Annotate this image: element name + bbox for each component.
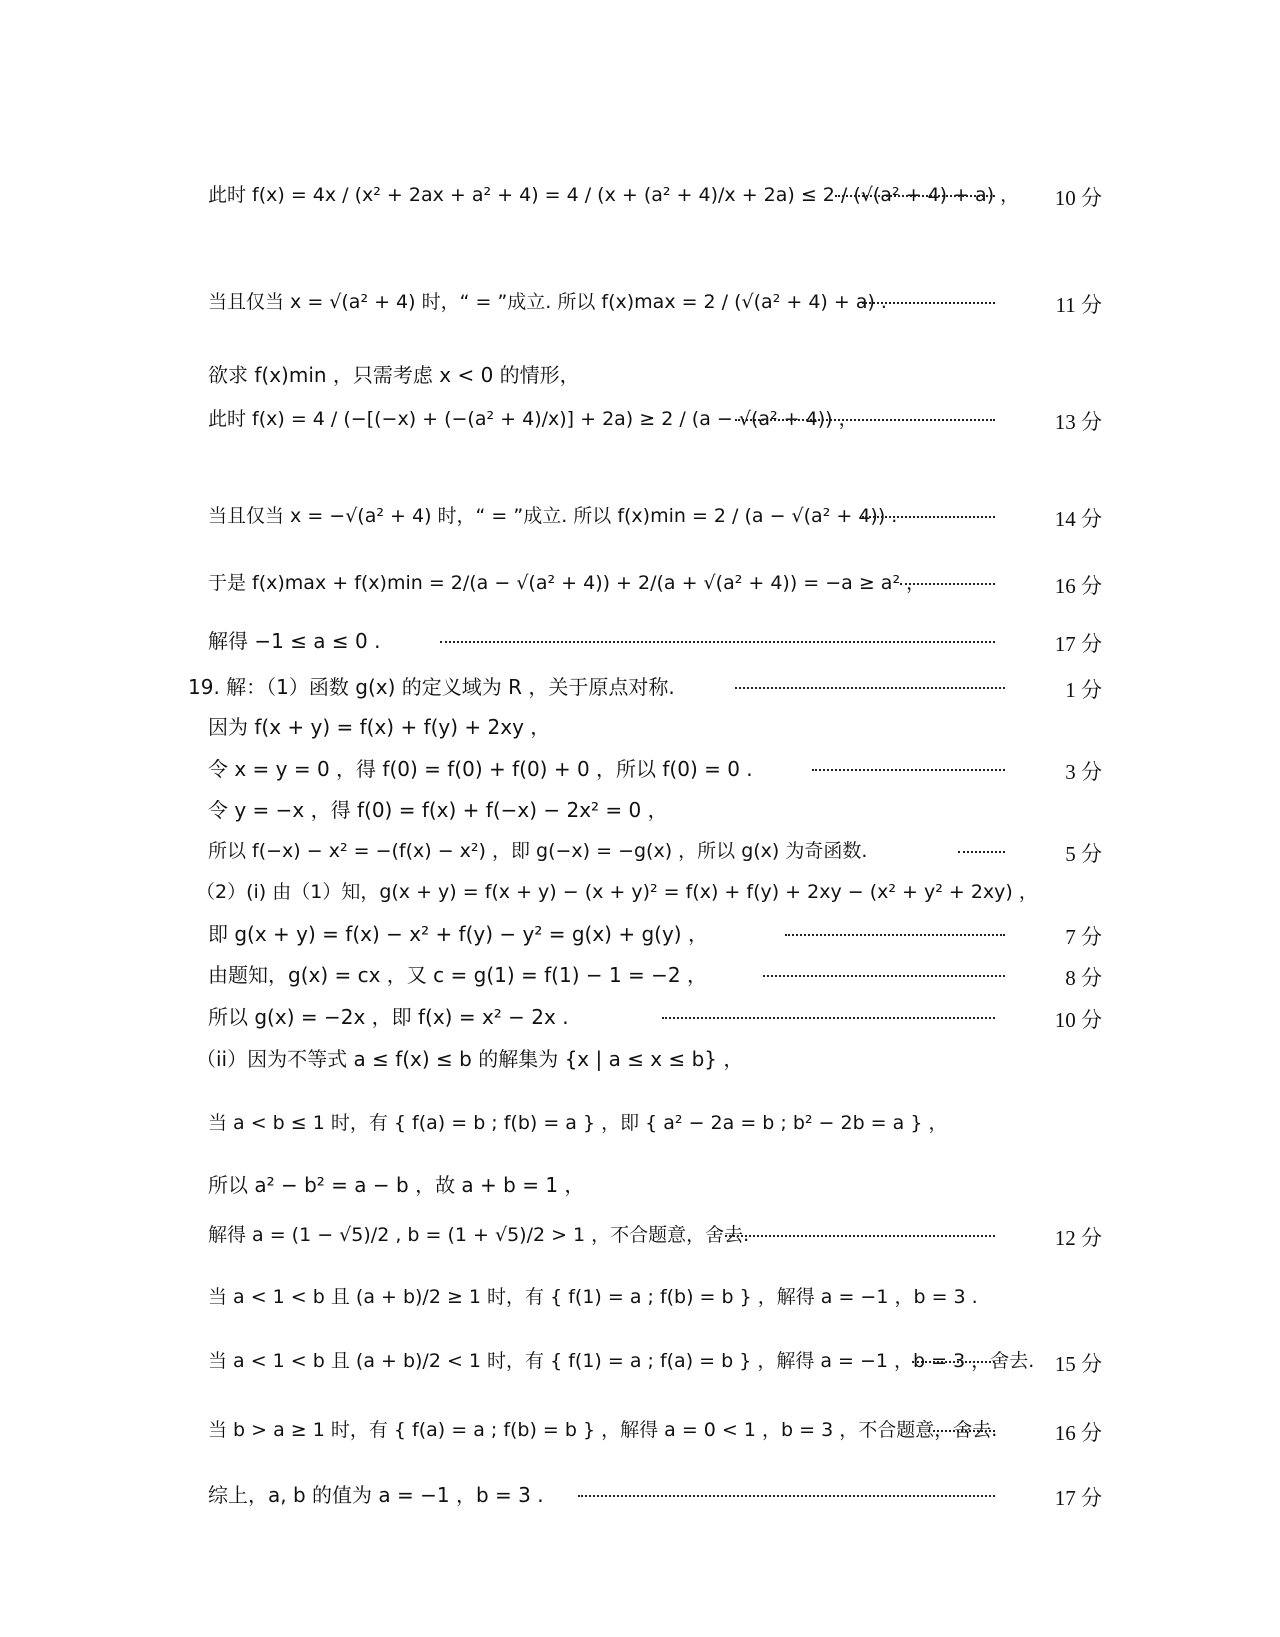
line-text: （ii）因为不等式 a ≤ f(x) ≤ b 的解集为 {x | a ≤ x ≤ b} ， bbox=[196, 1047, 744, 1071]
solution-line-24 bbox=[0, 1468, 1280, 1528]
solution-line-6 bbox=[0, 555, 1280, 615]
leader-dots bbox=[912, 1361, 995, 1363]
solution-line-22 bbox=[0, 1326, 1280, 1390]
solution-line-23 bbox=[0, 1395, 1280, 1459]
line-text: 由题知，g(x) = cx ，又 c = g(1) = f(1) − 1 = −2 ， bbox=[208, 963, 708, 987]
line-text: 即 g(x + y) = f(x) − x² + f(y) − y² = g(x) + g(y) ， bbox=[208, 922, 708, 946]
solution-line-1 bbox=[0, 165, 1280, 225]
score-label: 10 分 bbox=[1054, 186, 1102, 210]
solution-line-18 bbox=[0, 1088, 1280, 1158]
score-label: 15 分 bbox=[1054, 1352, 1102, 1376]
line-text: 当 a < 1 < b 且 (a + b)/2 < 1 时，有 { f(1) = a ; f(a) = b } ，解得 a = −1 ，b = 3 ，舍去. bbox=[208, 1350, 1035, 1372]
score-label: 17 分 bbox=[1054, 632, 1102, 656]
score-label: 14 分 bbox=[1054, 507, 1102, 531]
score-label: 11 分 bbox=[1055, 293, 1102, 317]
score-label: 16 分 bbox=[1054, 574, 1102, 598]
score-label: 13 分 bbox=[1054, 410, 1102, 434]
line-text: 解得 a = (1 − √5)/2 , b = (1 + √5)/2 > 1 ，不合题意，舍去. bbox=[208, 1224, 750, 1246]
line-text: 当且仅当 x = −√(a² + 4) 时，“ = ”成立. 所以 f(x)min = 2 / (a − √(a² + 4)) . bbox=[208, 505, 898, 527]
score-label: 8 分 bbox=[1065, 966, 1102, 990]
score-label: 16 分 bbox=[1054, 1421, 1102, 1445]
solution-line-20 bbox=[0, 1200, 1280, 1270]
line-text: 当 a < b ≤ 1 时，有 { f(a) = b ; f(b) = a } ，即 { a² − 2a = b ; b² − 2b = a } ， bbox=[208, 1112, 948, 1134]
leader-dots bbox=[735, 419, 995, 421]
score-label: 10 分 bbox=[1054, 1008, 1102, 1032]
leader-dots bbox=[958, 851, 1005, 853]
score-label: 17 分 bbox=[1054, 1486, 1102, 1510]
leader-dots bbox=[928, 1430, 995, 1432]
line-text: 解得 −1 ≤ a ≤ 0 . bbox=[208, 629, 381, 653]
solution-line-17 bbox=[0, 1032, 1280, 1092]
line-text: （2）(i) 由（1）知，g(x + y) = f(x + y) − (x + y)² = f(x) + f(y) + 2xy − (x² + y² + 2xy) ， bbox=[196, 881, 1038, 903]
line-text: 此时 f(x) = 4 / (−[(−x) + (−(a² + 4)/x)] + 2a) ≥ 2 / (a − √(a² + 4)) ， bbox=[208, 408, 858, 430]
leader-dots bbox=[835, 195, 995, 197]
leader-dots bbox=[812, 769, 1005, 771]
score-label: 12 分 bbox=[1054, 1226, 1102, 1250]
line-text: 此时 f(x) = 4x / (x² + 2ax + a² + 4) = 4 / (x + (a² + 4)/x + 2a) ≤ 2 / (√(a² + 4) + a) ， bbox=[208, 184, 1020, 206]
line-text: 当且仅当 x = √(a² + 4) 时，“ = ”成立. 所以 f(x)max = 2 / (√(a² + 4) + a) . bbox=[208, 291, 887, 313]
leader-dots bbox=[900, 583, 995, 585]
line-text: 欲求 f(x)min ，只需考虑 x < 0 的情形， bbox=[208, 363, 580, 387]
line-text: 所以 a² − b² = a − b ，故 a + b = 1 ， bbox=[208, 1173, 585, 1197]
leader-dots bbox=[735, 687, 1005, 689]
line-text: 令 x = y = 0 ，得 f(0) = f(0) + f(0) + 0 ，所以 f(0) = 0 . bbox=[208, 757, 753, 781]
leader-dots bbox=[725, 1235, 995, 1237]
score-label: 1 分 bbox=[1065, 678, 1102, 702]
solution-line-4 bbox=[0, 390, 1280, 450]
line-text: 当 a < 1 < b 且 (a + b)/2 ≥ 1 时，有 { f(1) = a ; f(b) = b } ，解得 a = −1 ，b = 3 . bbox=[208, 1286, 978, 1308]
leader-dots bbox=[785, 934, 1005, 936]
leader-dots bbox=[862, 516, 995, 518]
leader-dots bbox=[763, 975, 1005, 977]
line-text: 当 b > a ≥ 1 时，有 { f(a) = a ; f(b) = b } ，解得 a = 0 < 1 ，b = 3 ，不合题意，舍去. bbox=[208, 1419, 998, 1441]
leader-dots bbox=[578, 1495, 995, 1497]
leader-dots bbox=[440, 641, 995, 643]
leader-dots bbox=[862, 302, 995, 304]
line-text: 所以 g(x) = −2x ，即 f(x) = x² − 2x . bbox=[208, 1005, 569, 1029]
solution-line-2 bbox=[0, 275, 1280, 335]
solution-line-5 bbox=[0, 488, 1280, 548]
line-text: 所以 f(−x) − x² = −(f(x) − x²) ，即 g(−x) = −g(x) ，所以 g(x) 为奇函数. bbox=[208, 840, 868, 862]
line-text: 综上，a, b 的值为 a = −1 ，b = 3 . bbox=[208, 1483, 544, 1507]
score-label: 3 分 bbox=[1065, 760, 1102, 784]
line-text: 因为 f(x + y) = f(x) + f(y) + 2xy ， bbox=[208, 715, 551, 739]
score-label: 7 分 bbox=[1065, 925, 1102, 949]
line-text: 19. 解：（1）函数 g(x) 的定义域为 R ，关于原点对称. bbox=[188, 675, 675, 699]
solution-line-21 bbox=[0, 1262, 1280, 1326]
line-text: 令 y = −x ，得 f(0) = f(x) + f(−x) − 2x² = 0 ， bbox=[208, 798, 668, 822]
line-text: 于是 f(x)max + f(x)min = 2/(a − √(a² + 4)) + 2/(a + √(a² + 4)) = −a ≥ a² ， bbox=[208, 572, 926, 594]
leader-dots bbox=[662, 1017, 995, 1019]
score-label: 5 分 bbox=[1065, 842, 1102, 866]
